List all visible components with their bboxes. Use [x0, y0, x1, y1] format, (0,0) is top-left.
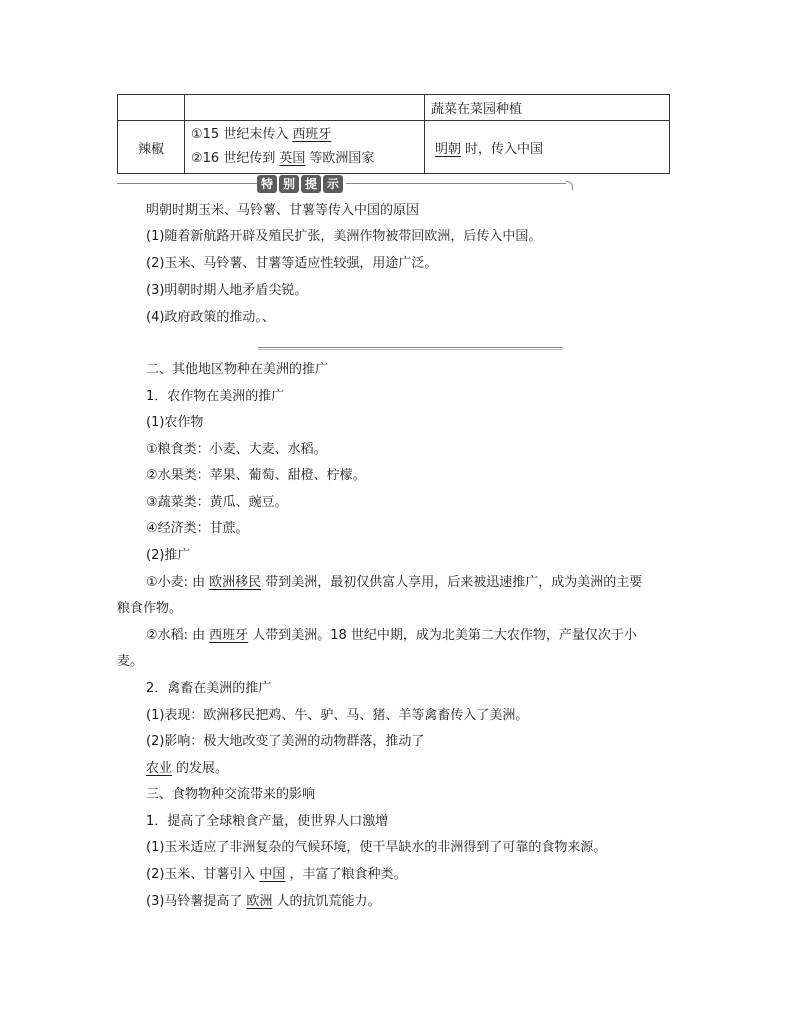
text: 的发展。 — [176, 761, 229, 776]
crop-table — [117, 94, 670, 174]
table-row — [118, 95, 670, 121]
table-cell-china — [425, 121, 670, 174]
list-item: (1)表现：欧洲移民把鸡、牛、驴、马、猪、羊等禽畜传入了美洲。 — [146, 708, 529, 723]
text: 时，传入中国 — [465, 141, 544, 157]
tip-item: (4)政府政策的推动。、 — [146, 310, 275, 325]
paragraph-line — [142, 760, 228, 778]
text: ①15 世纪末传入 — [191, 127, 289, 142]
list-item: (1)玉米适应了非洲复杂的气候环境，使干旱缺水的非洲得到了可靠的食物来源。 — [146, 840, 607, 855]
list-item: (2)影响：极大地改变了美洲的动物群落，推动了 — [146, 734, 425, 749]
table-cell — [425, 95, 670, 121]
table-cell — [185, 95, 425, 121]
subsection-title: 2．禽畜在美洲的推广 — [146, 681, 272, 696]
section-title: 三、食物物种交流带来的影响 — [146, 787, 316, 802]
tip-title-char: 提 — [301, 175, 321, 193]
tip-heading: 明朝时期玉米、马铃薯、甘薯等传入中国的原因 — [146, 203, 420, 218]
subsection-title: 1．农作物在美洲的推广 — [146, 389, 285, 404]
answer-blank: 英国 — [279, 151, 306, 166]
table-cell-crop-name: 辣椒 — [118, 121, 185, 174]
origin-line — [191, 147, 418, 171]
subsection-title: 1．提高了全球粮食产量，使世界人口激增 — [146, 814, 389, 829]
paragraph-line — [146, 574, 642, 592]
tip-divider — [346, 183, 566, 184]
tip-item: (2)玉米、马铃薯、甘薯等适应性较强，用途广泛。 — [146, 256, 438, 271]
tip-title-char: 特 — [257, 175, 277, 193]
text: 带到美洲，最初仅供富人享用，后来被迅速推广，成为美洲的主要 — [265, 575, 643, 590]
answer-blank: 农业 — [146, 761, 173, 776]
text: 等欧洲国家 — [309, 151, 375, 166]
list-item — [146, 866, 406, 884]
list-item: ③蔬菜类：黄瓜、豌豆。 — [146, 495, 288, 510]
section-title: 二、其他地区物种在美洲的推广 — [146, 362, 329, 377]
answer-blank: 西班牙 — [292, 127, 332, 142]
answer-blank: 欧洲 — [246, 894, 273, 909]
cell-text: 蔬菜在菜园种植 — [431, 102, 523, 117]
paragraph-line: 麦。 — [117, 654, 144, 669]
list-item: ④经济类：甘蔗。 — [146, 521, 249, 536]
tip-item: (3)明朝时期人地矛盾尖锐。 — [146, 283, 308, 298]
paragraph-line — [146, 627, 637, 645]
list-label: (1)农作物 — [146, 415, 204, 430]
paragraph-line: 粮食作物。 — [117, 601, 183, 616]
table-cell-origin — [185, 121, 425, 174]
text: ②16 世纪传到 — [191, 151, 276, 166]
list-label: (2)推广 — [146, 548, 191, 563]
text: ①小麦: 由 — [146, 575, 206, 590]
text: 人带到美洲。18 世纪中期，成为北美第二大农作物，产量仅次于小 — [252, 628, 637, 643]
tip-title-char: 别 — [279, 175, 299, 193]
answer-blank: 欧洲移民 — [209, 575, 262, 590]
answer-blank: 明朝 — [435, 141, 462, 157]
table-row — [118, 121, 670, 174]
list-item: ①粮食类：小麦、大麦、水稻。 — [146, 442, 327, 457]
tip-item: (1)随着新航路开辟及殖民扩张，美洲作物被带回欧洲，后传入中国。 — [146, 229, 542, 244]
text: ，丰富了粮食种类。 — [289, 867, 407, 882]
list-item — [146, 893, 380, 911]
tip-end-divider — [258, 347, 563, 348]
text: (3)马铃薯提高了 — [146, 894, 243, 909]
tip-divider-cap — [566, 181, 573, 190]
text: ②水稻: 由 — [146, 628, 206, 643]
origin-line — [191, 123, 418, 147]
answer-blank: 西班牙 — [209, 628, 249, 643]
answer-blank: 中国 — [259, 867, 286, 882]
text: 人的抗饥荒能力。 — [276, 894, 381, 909]
list-item: ②水果类：苹果、葡萄、甜橙、柠檬。 — [146, 468, 366, 483]
text: (2)玉米、甘薯引入 — [146, 867, 256, 882]
tip-divider — [117, 183, 257, 184]
tip-title-char: 示 — [323, 175, 343, 193]
tip-title — [257, 175, 343, 193]
table-cell — [118, 95, 185, 121]
